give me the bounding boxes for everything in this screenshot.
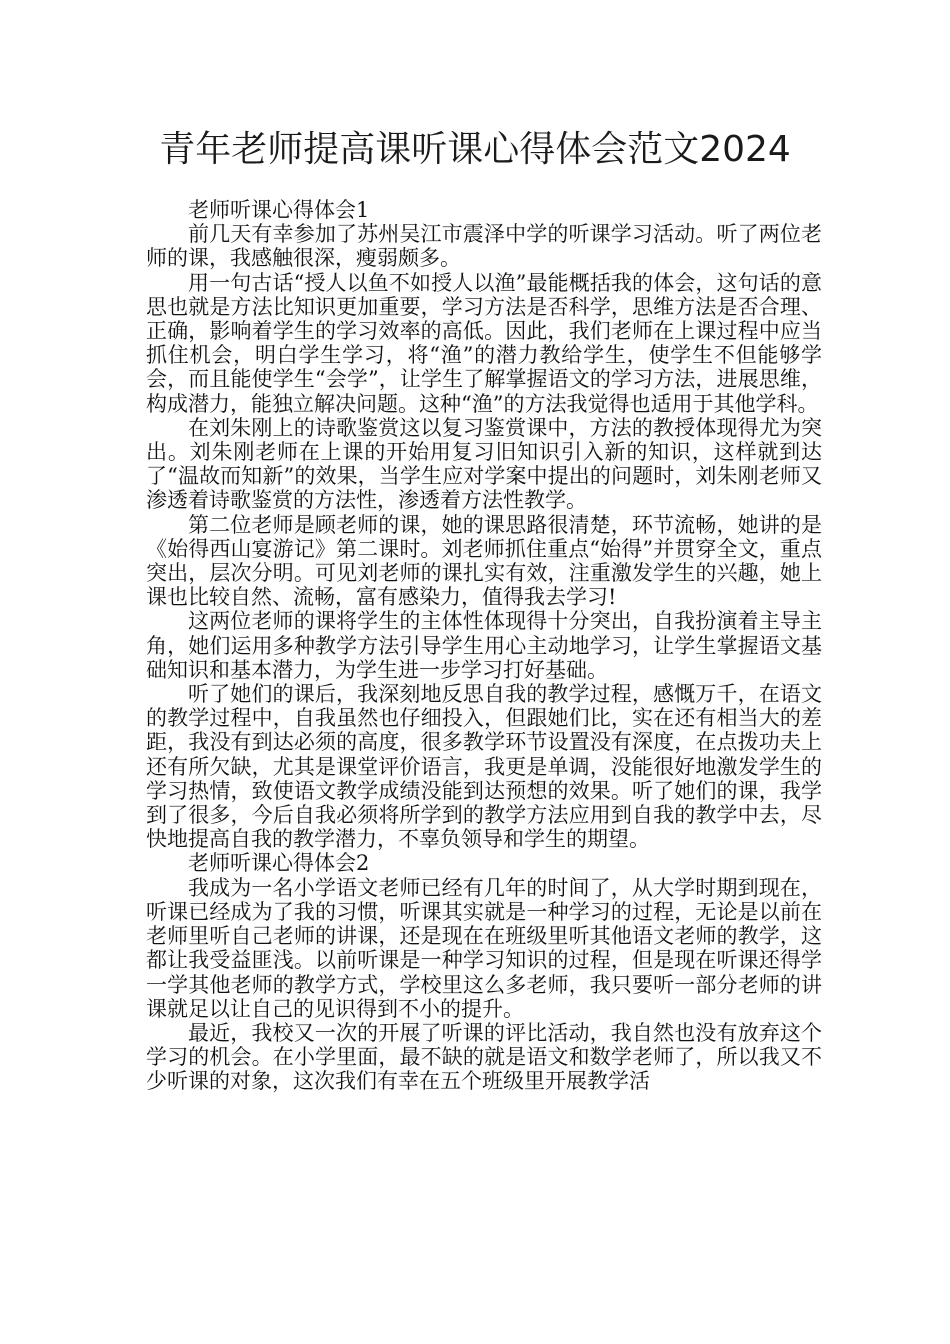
paragraph: 用一句古话“授人以鱼不如授人以渔”最能概括我的体会，这句话的意思也就是方法比知识更加重要，学习方法是否科学，思维方法是否合理、正确，影响着学生的学习效率的高低。因此，我们老师在上课过程中应当抓住机会，明白学生学习，将“渔”的潜力教给学生，使学生不但能够学会，而且能使学生“会学”，让学生了解掌握语文的学习方法，进展思维，构成潜力，能独立解决问题。这种“渔”的方法我觉得也适用于其他学科。 [146,270,822,416]
document-body [146,198,822,1094]
paragraph: 最近，我校又一次的开展了听课的评比活动，我自然也没有放弃这个学习的机会。在小学里面，最不缺的就是语文和数学老师了，所以我又不少听课的对象，这次我们有幸在五个班级里开展教学活 [146,1020,822,1094]
document-title: 青年老师提高课听课心得体会范文2024 [159,129,791,170]
paragraph: 听了她们的课后，我深刻地反思自我的教学过程，感慨万千，在语文的教学过程中，自我虽然也仔细投入，但跟她们比，实在还有相当大的差距，我没有到达必须的高度，很多教学环节设置没有深度，在点拨功夫上还有所欠缺，尤其是课堂评价语言，我更是单调，没能很好地激发学生的学习热情，致使语文教学成绩没能到达预想的效果。听了她们的课，我学到了很多，今后自我必须将所学到的教学方法应用到自我的教学中去，尽快地提高自我的教学潜力，不辜负领导和学生的期望。 [146,682,822,852]
paragraph: 我成为一名小学语文老师已经有几年的时间了，从大学时期到现在，听课已经成为了我的习惯，听课其实就是一种学习的过程，无论是以前在老师里听自己老师的讲课，还是现在在班级里听其他语文老师的教学，这都让我受益匪浅。以前听课是一种学习知识的过程，但是现在听课还得学一学其他老师的教学方式，学校里这么多老师，我只要听一部分老师的讲课就足以让自己的见识得到不小的提升。 [146,875,822,1021]
section-heading: 老师听课心得体会2 [188,851,370,876]
paragraph: 前几天有幸参加了苏州吴江市震泽中学的听课学习活动。听了两位老师的课，我感触很深，瘦弱颇多。 [146,222,822,271]
paragraph: 第二位老师是顾老师的课，她的课思路很清楚，环节流畅，她讲的是《始得西山宴游记》第二课时。刘老师抓住重点“始得”并贯穿全文，重点突出，层次分明。可见刘老师的课扎实有效，注重激发学生的兴趣，她上课也比较自然、流畅，富有感染力，值得我去学习! [146,512,822,610]
paragraph: 这两位老师的课将学生的主体性体现得十分突出，自我扮演着主导主角，她们运用多种教学方法引导学生用心主动地学习，让学生掌握语文基础知识和基本潜力，为学生进一步学习打好基础。 [146,609,822,682]
paragraph: 在刘朱刚上的诗歌鉴赏这以复习鉴赏课中，方法的教授体现得尤为突出。刘朱刚老师在上课的开始用复习旧知识引入新的知识，这样就到达了“温故而知新”的效果，当学生应对学案中提出的问题时，刘朱刚老师又渗透着诗歌鉴赏的方法性，渗透着方法性教学。 [146,415,822,513]
section-heading: 老师听课心得体会1 [188,198,370,222]
